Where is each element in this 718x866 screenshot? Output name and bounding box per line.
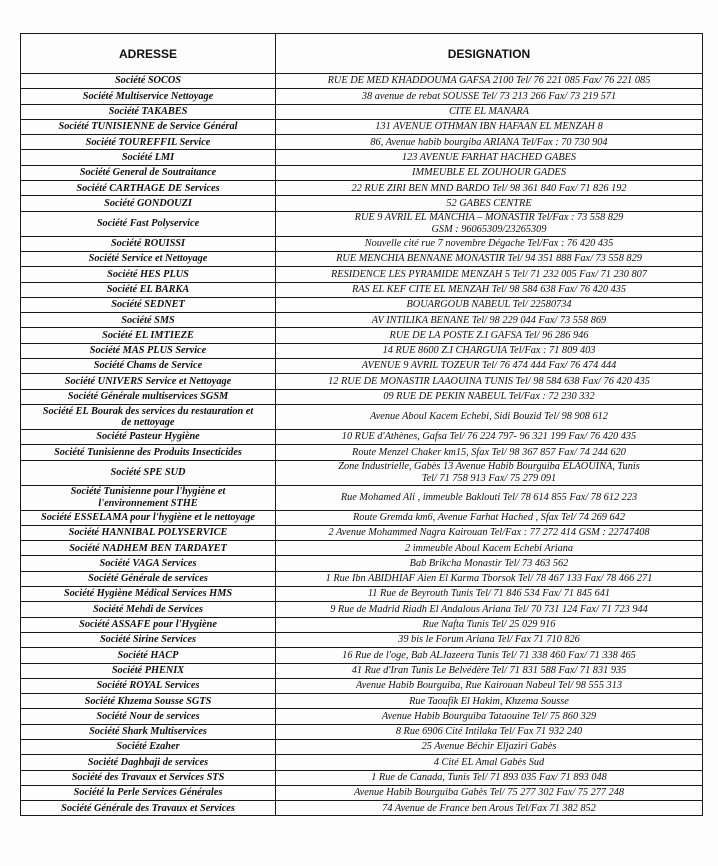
table-row [21,104,703,119]
cell-adresse: Société Multiservice Nettoyage [21,89,276,104]
cell-adresse: Société Fast Polyservice [21,211,276,236]
cell-adresse: Société des Travaux et Services STS [21,770,276,785]
cell-designation: 1 Rue de Canada, Tunis Tel/ 71 893 035 Fax/ 71 893 048 [276,770,703,785]
cell-adresse: Société Tunisienne pour l'hygiène et l'environnement STHE [21,485,276,510]
cell-adresse: Société TOUREFFIL Service [21,135,276,150]
cell-designation: 2 Avenue Mohammed Nagra Kairouan Tel/Fax : 77 272 414 GSM : 22747408 [276,525,703,540]
cell-adresse: Société ROYAL Services [21,678,276,693]
cell-designation: RUE DE LA POSTE Z.I GAFSA Tel/ 96 286 946 [276,328,703,343]
cell-designation: Avenue Aboul Kacem Echebi, Sidi Bouzid Tel/ 98 908 612 [276,404,703,429]
cell-designation: Avenue Habib Bourguiba Gabès Tel/ 75 277 302 Fax/ 75 277 248 [276,785,703,800]
cell-designation: 25 Avenue Béchir Eljaziri Gabès [276,739,703,754]
table-row [21,74,703,89]
table-row [21,617,703,632]
table-row [21,663,703,678]
cell-adresse: Société Khzema Sousse SGTS [21,694,276,709]
cell-designation: Route Gremda km6, Avenue Farhat Hached , Sfax Tel/ 74 269 642 [276,510,703,525]
cell-designation: Avenue Habib Bourguiba Tataouine Tel/ 75 860 329 [276,709,703,724]
cell-adresse: Société HACP [21,648,276,663]
cell-adresse: Société SMS [21,313,276,328]
cell-designation: RAS EL KEF CITE EL MENZAH Tel/ 98 584 638 Fax/ 76 420 435 [276,282,703,297]
cell-adresse: Société TUNISIENNE de Service Général [21,119,276,134]
table-row [21,429,703,444]
cell-designation: 52 GABES CENTRE [276,196,703,211]
table-row [21,602,703,617]
cell-adresse: Société Générale de services [21,571,276,586]
suppliers-table [20,33,703,816]
table-row [21,119,703,134]
table-row [21,801,703,816]
cell-adresse: Société SEDNET [21,297,276,312]
cell-adresse: Société ASSAFE pour l'Hygiène [21,617,276,632]
table-row [21,460,703,485]
cell-adresse: Société Sirine Services [21,632,276,647]
cell-designation: 131 AVENUE OTHMAN IBN HAFAAN EL MENZAH 8 [276,119,703,134]
table-row [21,267,703,282]
cell-designation: AV INTILIKA BENANE Tel/ 98 229 044 Fax/ 73 558 869 [276,313,703,328]
table-row [21,678,703,693]
cell-designation: 74 Avenue de France ben Arous Tel/Fax 71 382 852 [276,801,703,816]
cell-adresse: Société Service et Nettoyage [21,251,276,266]
cell-designation: 22 RUE ZIRI BEN MND BARDO Tel/ 98 361 840 Fax/ 71 826 192 [276,181,703,196]
table-row [21,165,703,180]
table-row [21,485,703,510]
header-designation: DESIGNATION [276,34,703,74]
cell-adresse: Société Daghbaji de services [21,755,276,770]
cell-designation: 9 Rue de Madrid Riadh El Andalous Ariana Tel/ 70 731 124 Fax/ 71 723 944 [276,602,703,617]
cell-designation: 86, Avenue habib bourgiba ARIANA Tel/Fax : 70 730 904 [276,135,703,150]
cell-adresse: Société Ezaher [21,739,276,754]
table-row [21,150,703,165]
table-row [21,404,703,429]
cell-adresse: Société TAKABES [21,104,276,119]
cell-adresse: Société NADHEM BEN TARDAYET [21,541,276,556]
cell-adresse: Société Hygiène Médical Services HMS [21,587,276,602]
cell-adresse: Société General de Soutraitance [21,165,276,180]
table-row [21,211,703,236]
cell-designation: RUE 9 AVRIL EL MANCHIA – MONASTIR Tel/Fax : 73 558 829 GSM : 96065309/23265309 [276,211,703,236]
table-body [21,74,703,816]
cell-designation: 38 avenue de rebat SOUSSE Tel/ 73 213 266 Fax/ 73 219 571 [276,89,703,104]
table-row [21,89,703,104]
table-row [21,694,703,709]
cell-designation: Rue Nafta Tunis Tel/ 25 029 916 [276,617,703,632]
cell-adresse: Société Tunisienne des Produits Insecticides [21,445,276,460]
table-row [21,571,703,586]
cell-adresse: Société CARTHAGE DE Services [21,181,276,196]
table-row [21,556,703,571]
cell-designation: Nouvelle cité rue 7 novembre Dégache Tel/Fax : 76 420 435 [276,236,703,251]
cell-adresse: Société Générale multiservices SGSM [21,389,276,404]
cell-adresse: Société GONDOUZI [21,196,276,211]
cell-designation: 11 Rue de Beyrouth Tunis Tel/ 71 846 534 Fax/ 71 845 641 [276,587,703,602]
cell-adresse: Société SOCOS [21,74,276,89]
cell-adresse: Société Mehdi de Services [21,602,276,617]
table-row [21,282,703,297]
cell-designation: 39 bis le Forum Ariana Tel/ Fax 71 710 826 [276,632,703,647]
cell-designation: Avenue Habib Bourguiba, Rue Kairouan Nabeul Tel/ 98 555 313 [276,678,703,693]
cell-designation: 41 Rue d'Iran Tunis Le Belvédère Tel/ 71 831 588 Fax/ 71 831 935 [276,663,703,678]
cell-designation: 1 Rue Ibn ABIDHIAF Aien El Karma Tborsok Tel/ 78 467 133 Fax/ 78 466 271 [276,571,703,586]
cell-designation: 14 RUE 8600 Z.I CHARGUIA Tel/Fax : 71 809 403 [276,343,703,358]
table-row [21,135,703,150]
table-row [21,313,703,328]
cell-adresse: Société UNIVERS Service et Nettoyage [21,374,276,389]
table-row [21,632,703,647]
table-row [21,587,703,602]
header-adresse: ADRESSE [21,34,276,74]
table-row [21,251,703,266]
cell-designation: 4 Cité EL Amal Gabès Sud [276,755,703,770]
cell-adresse: Société ESSELAMA pour l'hygiène et le nettoyage [21,510,276,525]
cell-adresse: Société Pasteur Hygiène [21,429,276,444]
table-row [21,389,703,404]
cell-designation: Zone Industrielle, Gabès 13 Avenue Habib Bourguiba ELAOUINA, Tunis Tel/ 71 758 913 Fax/ 75 279 091 [276,460,703,485]
cell-adresse: Société Shark Multiservices [21,724,276,739]
cell-designation: 16 Rue de l'oge, Bab ALJazeera Tunis Tel/ 71 338 460 Fax/ 71 338 465 [276,648,703,663]
cell-adresse: Société HES PLUS [21,267,276,282]
cell-designation: IMMEUBLE EL ZOUHOUR GADES [276,165,703,180]
cell-designation: 2 immeuble Aboul Kacem Echebi Ariana [276,541,703,556]
cell-designation: Rue Taoufik El Hakim, Khzema Sousse [276,694,703,709]
cell-designation: 123 AVENUE FARHAT HACHED GABES [276,150,703,165]
cell-adresse: Société EL Bourak des services du restauration et de nettoyage [21,404,276,429]
cell-designation: RUE MENCHIA BENNANE MONASTIR Tel/ 94 351 888 Fax/ 73 558 829 [276,251,703,266]
cell-designation: AVENUE 9 AVRIL TOZEUR Tel/ 76 474 444 Fax/ 76 474 444 [276,359,703,374]
cell-adresse: Société Chams de Service [21,359,276,374]
table-row [21,709,703,724]
table-row [21,739,703,754]
table-row [21,785,703,800]
table-row [21,236,703,251]
table-row [21,755,703,770]
cell-designation: RESIDENCE LES PYRAMIDE MENZAH 5 Tel/ 71 232 005 Fax/ 71 230 807 [276,267,703,282]
cell-adresse: Société VAGA Services [21,556,276,571]
cell-designation: 09 RUE DE PEKIN NABEUL Tel/Fax : 72 230 332 [276,389,703,404]
table-row [21,359,703,374]
table-row [21,648,703,663]
table-row [21,770,703,785]
cell-adresse: Société ROUISSI [21,236,276,251]
cell-adresse: Société Nour de services [21,709,276,724]
table-row [21,510,703,525]
table-row [21,196,703,211]
cell-adresse: Société SPE SUD [21,460,276,485]
cell-designation: 12 RUE DE MONASTIR LAAOUINA TUNIS Tel/ 98 584 638 Fax/ 76 420 435 [276,374,703,389]
table-row [21,374,703,389]
table-row [21,541,703,556]
table-row [21,525,703,540]
cell-designation: BOUARGOUB NABEUL Tel/ 22580734 [276,297,703,312]
cell-adresse: Société MAS PLUS Service [21,343,276,358]
table-row [21,297,703,312]
table-header-row [21,34,703,74]
cell-adresse: Société EL BARKA [21,282,276,297]
table-row [21,328,703,343]
cell-adresse: Société la Perle Services Générales [21,785,276,800]
cell-designation: RUE DE MED KHADDOUMA GAFSA 2100 Tel/ 76 221 085 Fax/ 76 221 085 [276,74,703,89]
table-row [21,343,703,358]
cell-adresse: Société PHENIX [21,663,276,678]
cell-adresse: Société HANNIBAL POLYSERVICE [21,525,276,540]
cell-designation: 8 Rue 6906 Cité Intilaka Tel/ Fax 71 932 240 [276,724,703,739]
cell-designation: Route Menzel Chaker km15, Sfax Tel/ 98 367 857 Fax/ 74 244 620 [276,445,703,460]
table-row [21,445,703,460]
table-row [21,181,703,196]
cell-adresse: Société Générale des Travaux et Services [21,801,276,816]
cell-designation: 10 RUE d'Athènes, Gafsa Tel/ 76 224 797- 96 321 199 Fax/ 76 420 435 [276,429,703,444]
cell-designation: Rue Mohamed Ali , immeuble Baklouti Tel/ 78 614 855 Fax/ 78 612 223 [276,485,703,510]
cell-designation: Bab Brikcha Monastir Tel/ 73 463 562 [276,556,703,571]
cell-adresse: Société LMI [21,150,276,165]
table-row [21,724,703,739]
cell-adresse: Société EL IMTIEZE [21,328,276,343]
cell-designation: CITE EL MANARA [276,104,703,119]
